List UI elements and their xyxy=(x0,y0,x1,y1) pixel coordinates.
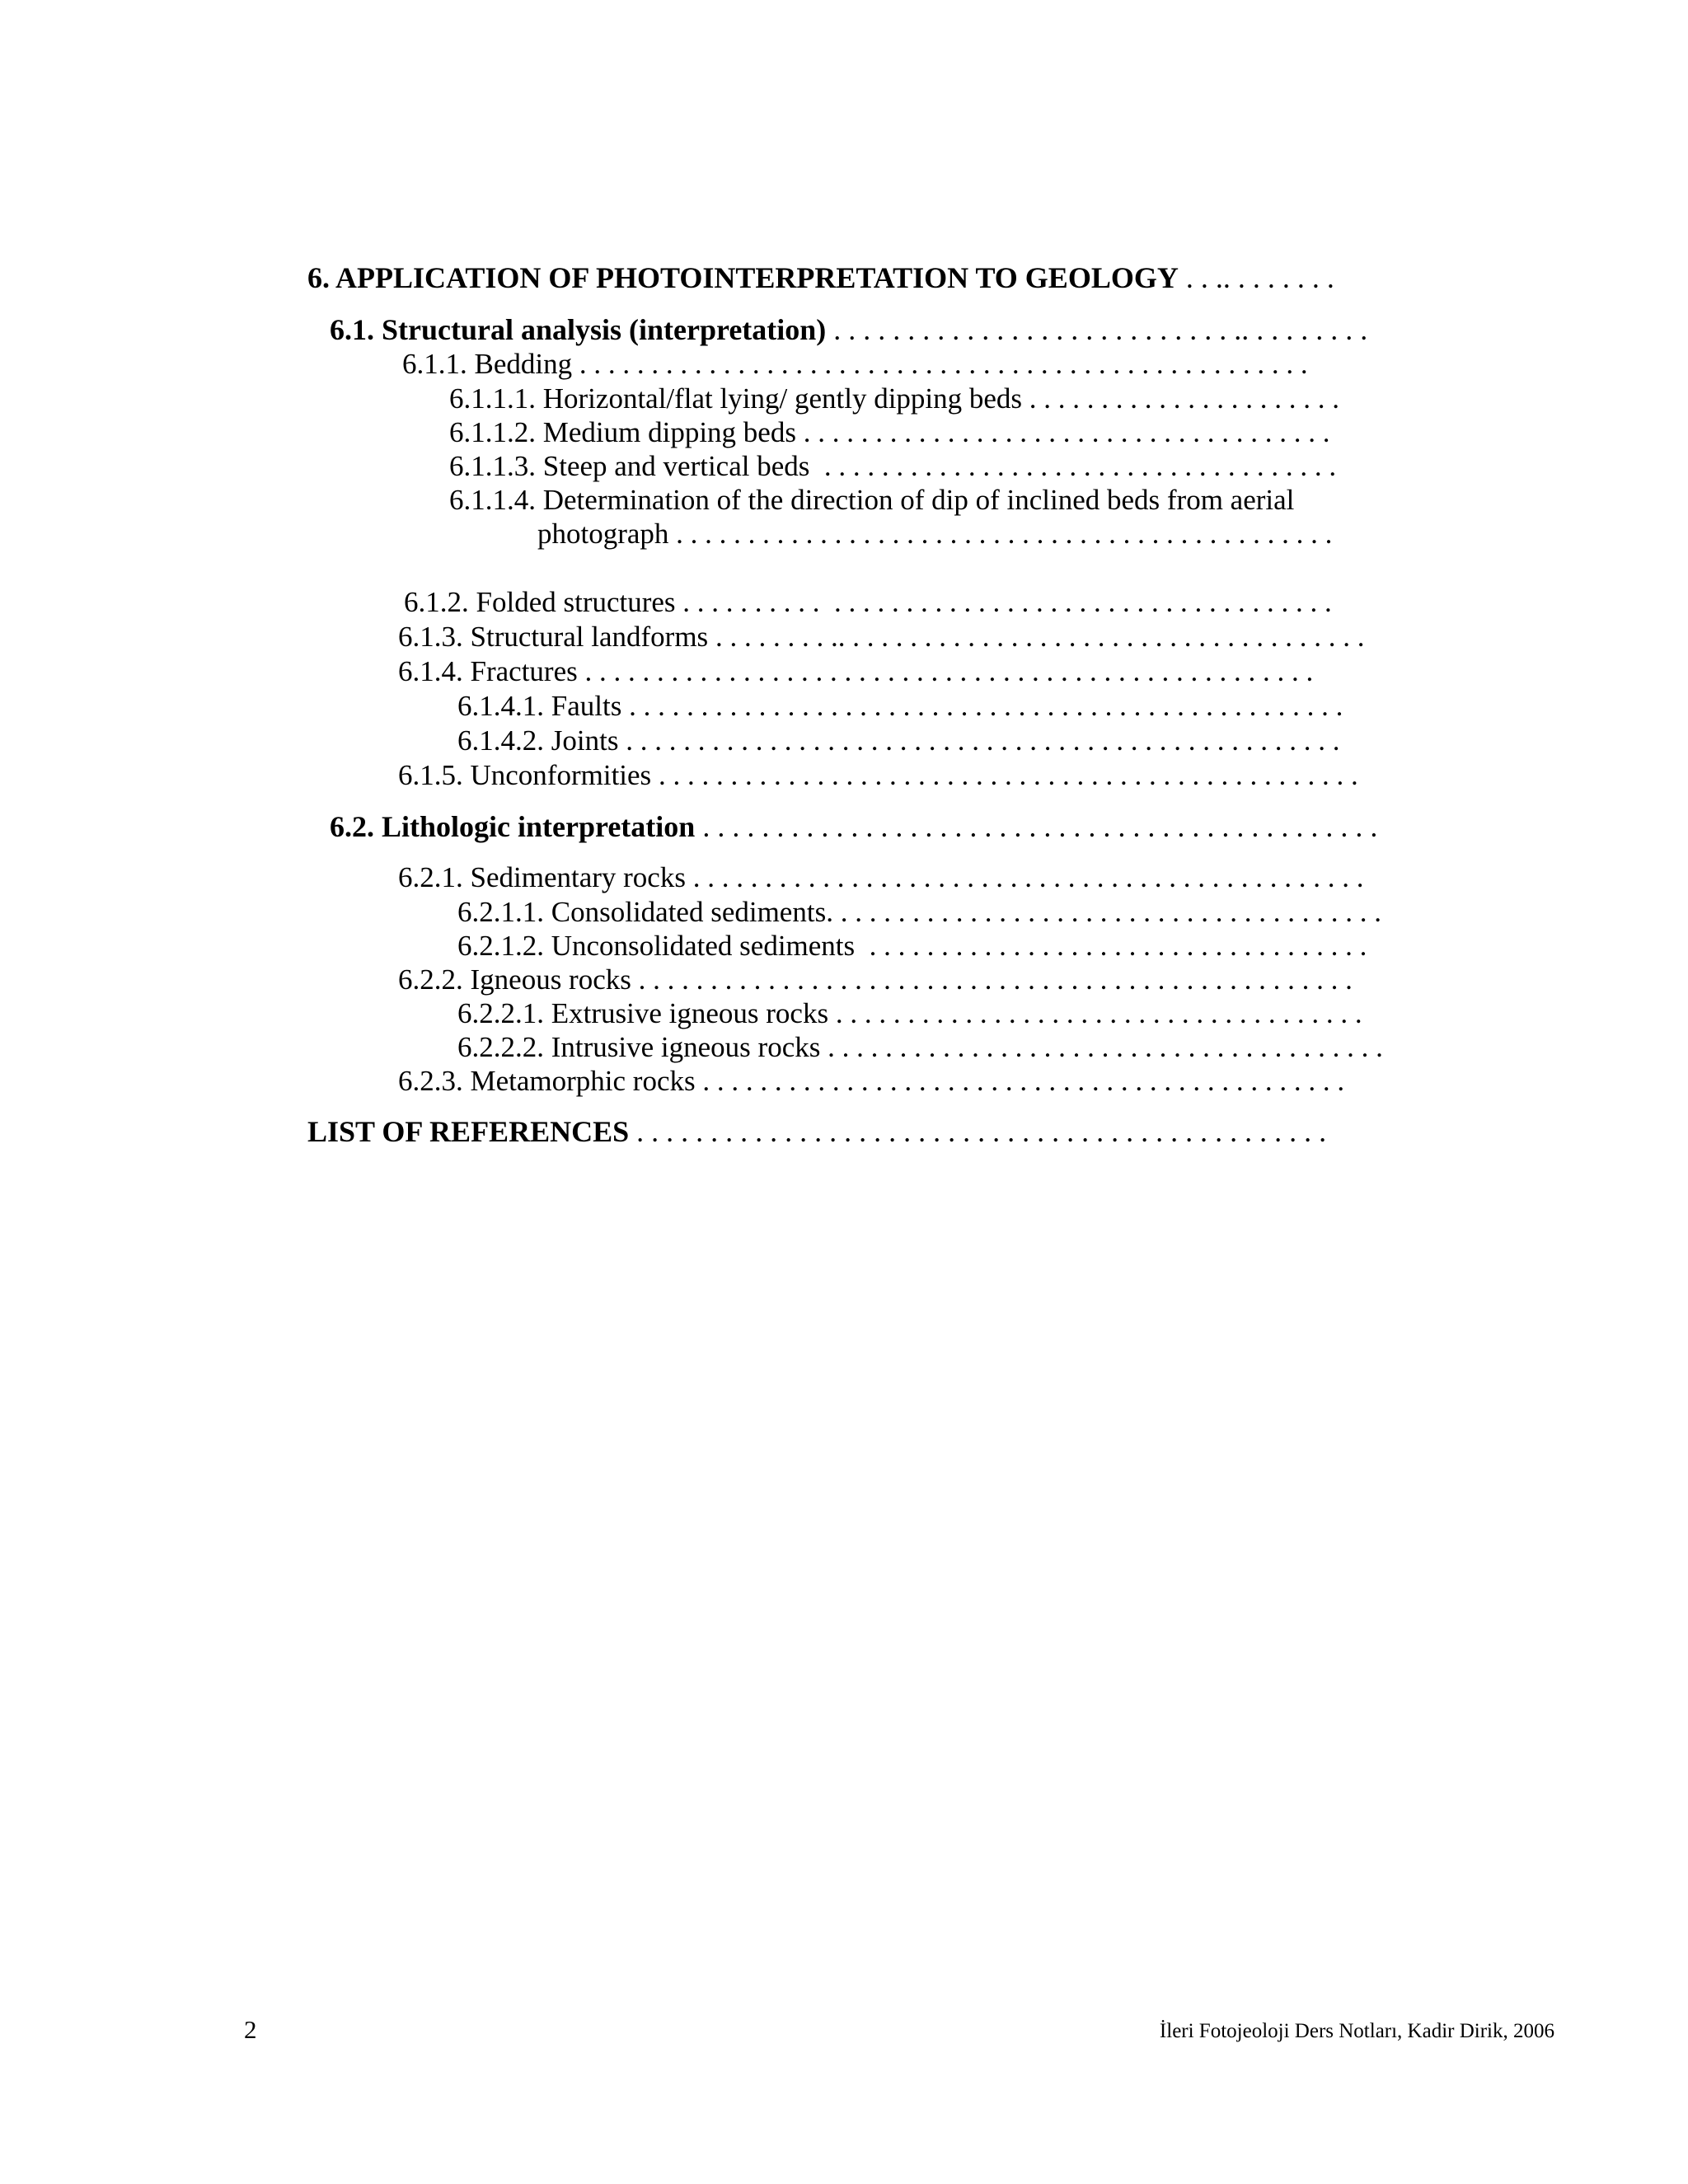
page-number: 2 xyxy=(244,2015,257,2044)
toc-entry-label: photograph xyxy=(537,518,669,550)
toc-entry-label: 6.1.1.3. Steep and vertical beds xyxy=(449,450,810,482)
toc-entry-label: 6.2.1.1. Consolidated sediments. xyxy=(457,896,833,928)
toc-entry-label: 6. APPLICATION OF PHOTOINTERPRETATION TO GEOLOGY xyxy=(307,261,1179,294)
toc-entry-label: 6.1.1. Bedding xyxy=(402,348,573,380)
toc-entry-label: 6.1.4.2. Joints xyxy=(457,724,619,757)
toc-entry-label: 6.1.3. Structural landforms xyxy=(398,621,709,653)
toc-leader-dots: . . . . . . . . . . . . . . . . . . . . . . . . . . . . . . . . . . . . . . . . . . . . . . . . . xyxy=(651,759,1358,791)
toc-leader-dots: . . . . . . . . . . . . . . . . . . . . . . . . . . . . . . . . . . . . xyxy=(809,450,1337,482)
toc-entry-6-1-4-2 xyxy=(457,724,1339,757)
toc-entry-6-1 xyxy=(330,313,1367,346)
toc-entry-6-2-2 xyxy=(398,963,1353,996)
toc-leader-dots: . . . . . . . . . . . . . . . . . . . . . . . . . . . . . . . . . . . . . . . . . . . . . . . . . . xyxy=(631,963,1353,996)
toc-leader-dots: . . . . . . . . . . . . . . . . . . . . . . . . . . . . . . . . . . . . . . . . . . . . . xyxy=(695,1065,1345,1097)
toc-entry-label: 6.1.1.4. Determination of the direction of dip of inclined beds from aerial xyxy=(449,484,1295,516)
toc-entry-chapter-6 xyxy=(307,261,1334,294)
toc-leader-dots: . . . . . . . . . . . . . . . . . . . . . . . . . . . . . . . . . . . . . . . . . . . . . xyxy=(675,586,1332,618)
toc-entry-6-2-1 xyxy=(398,861,1363,894)
toc-entry-6-1-1 xyxy=(402,348,1308,381)
toc-leader-dots: . . . . . . . . . . . . . . . . . . . . . . . . . . . . . . . . . . . . . xyxy=(795,416,1330,448)
toc-entry-label: 6.2.3. Metamorphic rocks xyxy=(398,1065,696,1097)
toc-entry-label: 6.1.1.2. Medium dipping beds xyxy=(449,416,796,448)
toc-entry-6-2 xyxy=(330,810,1377,843)
toc-entry-6-1-1-4-continued xyxy=(537,518,1332,551)
toc-leader-dots: . . . . . . . . . . . . . . . . . . . . . . . . . . . . . . . . . . . . . . . . . . . . . . . xyxy=(685,861,1364,893)
toc-entry-6-1-1-1 xyxy=(449,382,1339,415)
toc-entry-6-2-1-1 xyxy=(457,896,1381,929)
toc-entry-6-2-2-2 xyxy=(457,1031,1383,1064)
toc-leader-dots: . . . . . . . . . . . . . . . . . . . . . . . . . . . .. . . . . . . . . xyxy=(826,313,1368,346)
toc-leader-dots: . . . . . . . . . . . . . . . . . . . . . . . . . . . . . . . . . . . . . . xyxy=(832,896,1381,928)
toc-leader-dots: . . . . . . . . . . . . . . . . . . . . . . . . . . . . . . . . . . . . . . . . . . . . . . . . . . xyxy=(621,690,1343,722)
toc-leader-dots: . . . . . . . . . . . . . . . . . . . . . . xyxy=(1022,382,1340,415)
toc-leader-dots: . . . . . . . . . . . . . . . . . . . . . . . . . . . . . . . . . . . . . . . . . . . . . . . xyxy=(629,1115,1327,1148)
toc-entry-6-2-3 xyxy=(398,1065,1344,1098)
toc-entry-6-1-3 xyxy=(398,621,1364,654)
toc-leader-dots: . . . . . . . . . . . . . . . . . . . . . . . . . . . . . . . . . . . . . . . . . . . . . . xyxy=(695,810,1378,843)
toc-entry-list-of-references xyxy=(307,1115,1326,1148)
toc-entry-6-1-4 xyxy=(398,655,1313,688)
toc-entry-label: 6.1.5. Unconformities xyxy=(398,759,652,791)
toc-entry-label: LIST OF REFERENCES xyxy=(307,1115,630,1148)
toc-leader-dots: . . . . . . . . . . . . . . . . . . . . . . . . . . . . . . . . . . . . . . . . . . . . . . . . . . . xyxy=(572,348,1308,380)
toc-entry-6-2-1-2 xyxy=(457,930,1367,963)
toc-entry-label: 6.1.4. Fractures xyxy=(398,655,578,687)
toc-entry-label: 6.2.1. Sedimentary rocks xyxy=(398,861,686,893)
toc-entry-6-1-1-3 xyxy=(449,450,1336,483)
toc-entry-label: 6.2.2.2. Intrusive igneous rocks xyxy=(457,1031,821,1063)
toc-entry-label: 6.1.1.1. Horizontal/flat lying/ gently dipping beds xyxy=(449,382,1023,415)
toc-entry-label: 6.1. Structural analysis (interpretation) xyxy=(330,313,827,346)
toc-entry-label: 6.1.4.1. Faults xyxy=(457,690,622,722)
toc-leader-dots: . . .. . . . . . . . xyxy=(1178,261,1334,294)
toc-leader-dots: . . . . . . . . .. . . . . . . . . . . . . . . . . . . . . . . . . . . . . . . . . . . . . xyxy=(708,621,1365,653)
toc-entry-label: 6.2.1.2. Unconsolidated sediments xyxy=(457,930,856,962)
toc-entry-6-1-2 xyxy=(404,586,1332,619)
toc-entry-6-1-1-2 xyxy=(449,416,1329,449)
toc-leader-dots: . . . . . . . . . . . . . . . . . . . . . . . . . . . . . . . . . . . . . . . . . . . . . . xyxy=(668,518,1333,550)
toc-leader-dots: . . . . . . . . . . . . . . . . . . . . . . . . . . . . . . . . . . . . . . . xyxy=(820,1031,1383,1063)
toc-entry-label: 6.2.2. Igneous rocks xyxy=(398,963,631,996)
toc-entry-6-2-2-1 xyxy=(457,997,1362,1030)
toc-leader-dots: . . . . . . . . . . . . . . . . . . . . . . . . . . . . . . . . . . . xyxy=(855,930,1367,962)
toc-entry-label: 6.2. Lithologic interpretation xyxy=(330,810,696,843)
toc-entry-label: 6.1.2. Folded structures xyxy=(404,586,676,618)
footer-note: İleri Fotojeoloji Ders Notları, Kadir Dirik, 2006 xyxy=(1159,2020,1554,2042)
toc-entry-6-1-5 xyxy=(398,759,1358,792)
toc-leader-dots: . . . . . . . . . . . . . . . . . . . . . . . . . . . . . . . . . . . . . . . . . . . . . . . . . . xyxy=(618,724,1340,757)
toc-leader-dots: . . . . . . . . . . . . . . . . . . . . . . . . . . . . . . . . . . . . . xyxy=(828,997,1362,1029)
toc-entry-6-1-1-4 xyxy=(449,484,1294,517)
toc-entry-6-1-4-1 xyxy=(457,690,1343,723)
toc-entry-label: 6.2.2.1. Extrusive igneous rocks xyxy=(457,997,829,1029)
toc-leader-dots: . . . . . . . . . . . . . . . . . . . . . . . . . . . . . . . . . . . . . . . . . . . . . . . . . . . xyxy=(577,655,1314,687)
